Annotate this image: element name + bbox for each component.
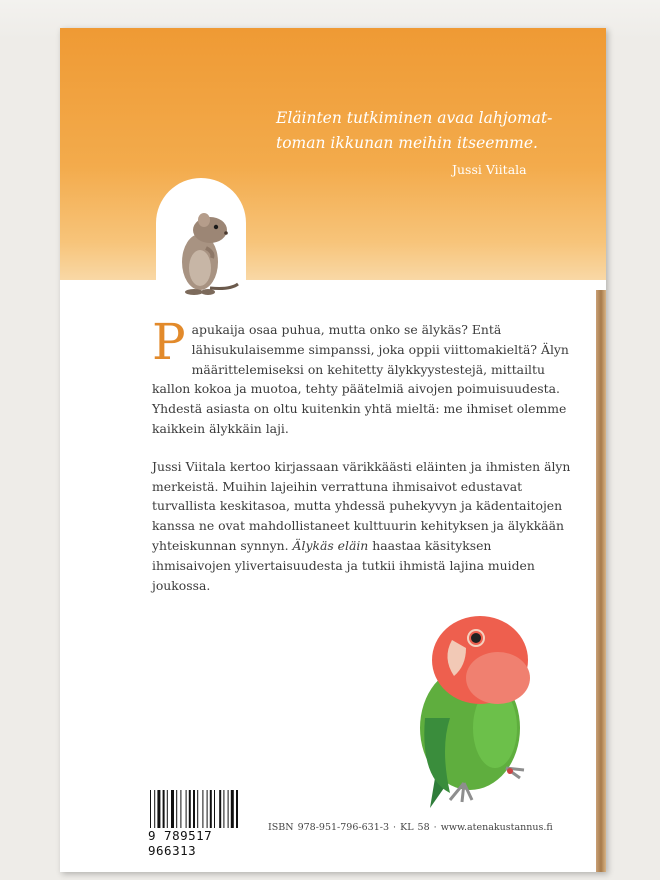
barcode-number: 9 789517 966313 <box>148 828 213 858</box>
barcode-bar <box>167 790 168 828</box>
barcode-bar <box>223 790 224 828</box>
barcode <box>144 786 264 858</box>
gerbil-illustration <box>160 200 250 300</box>
parrot-illustration <box>380 578 580 828</box>
barcode-bar <box>210 790 212 828</box>
barcode-bar <box>154 790 155 828</box>
blurb-paragraph-2 <box>152 457 572 596</box>
footer <box>268 822 553 833</box>
barcode-lines <box>150 790 258 828</box>
blurb-paragraph-2-start: Jussi Viitala kertoo kirjassaan värikkäästi eläinten ja ihmisten älyn merkeistä. Muihin lajeihin verrattuna ihmisaivot edustavat turvallista keskitasoa, mutta yhdessä puhekyvyn ja kädentaitojen kanssa ne ovat mahdollistaneet kulttuurin kehityksen ja älykkään yhteiskunnan synnyn. <box>152 458 571 553</box>
quote-author: Jussi Viitala <box>452 162 527 177</box>
barcode-bar <box>150 790 151 828</box>
footer-separator-1: · <box>393 822 397 833</box>
barcode-bar <box>236 790 238 828</box>
barcode-bar <box>176 790 177 828</box>
book-title-inline: Älykäs eläin <box>292 537 369 553</box>
quote-line-1: Eläinten tutkiminen avaa lahjomat- <box>276 109 553 127</box>
blurb <box>152 313 572 613</box>
barcode-bar <box>171 790 174 828</box>
spine-edge <box>596 290 606 872</box>
barcode-bar <box>163 790 165 828</box>
quote-line-2: toman ikkunan meihin itseemme. <box>276 134 538 152</box>
footer-separator-2: · <box>433 822 437 833</box>
library-class: KL 58 <box>400 822 430 833</box>
blurb-paragraph-1-text: apukaija osaa puhua, mutta onko se älykäs? Entä lähisukulaisemme simpanssi, joka oppii viittomakieltä? Älyn määrittelemiseksi on kehitetty älykkyystestejä, mittailtu kallon kokoa ja muotoa, tehty päätelmiä aivojen poimuisuudesta. Yhdestä asiasta on oltu kuitenkin yhtä mieltä: me ihmiset olemme kaikkein älykkäin laji. <box>152 322 569 436</box>
barcode-bar <box>157 790 160 828</box>
barcode-bar <box>186 790 187 828</box>
barcode-bar <box>180 790 181 828</box>
barcode-bar <box>231 790 234 828</box>
barcode-bar <box>193 790 195 828</box>
blurb-paragraph-1 <box>152 313 572 439</box>
barcode-bar <box>202 790 203 828</box>
barcode-bar <box>207 790 208 828</box>
cover-quote <box>276 106 576 156</box>
barcode-bar <box>228 790 229 828</box>
isbn: ISBN 978-951-796-631-3 <box>268 822 389 833</box>
barcode-bar <box>214 790 215 828</box>
publisher-url: www.atenakustannus.fi <box>440 822 553 833</box>
barcode-bar <box>219 790 221 828</box>
blurb-paragraph-2-end: haastaa käsityksen ihmisaivojen ylivertaisuudesta ja tutkii ihmistä lajina muiden joukossa. <box>152 537 535 593</box>
book-back-cover <box>60 28 606 872</box>
barcode-bar <box>197 790 198 828</box>
dropcap: P <box>152 313 186 371</box>
barcode-bar <box>189 790 191 828</box>
